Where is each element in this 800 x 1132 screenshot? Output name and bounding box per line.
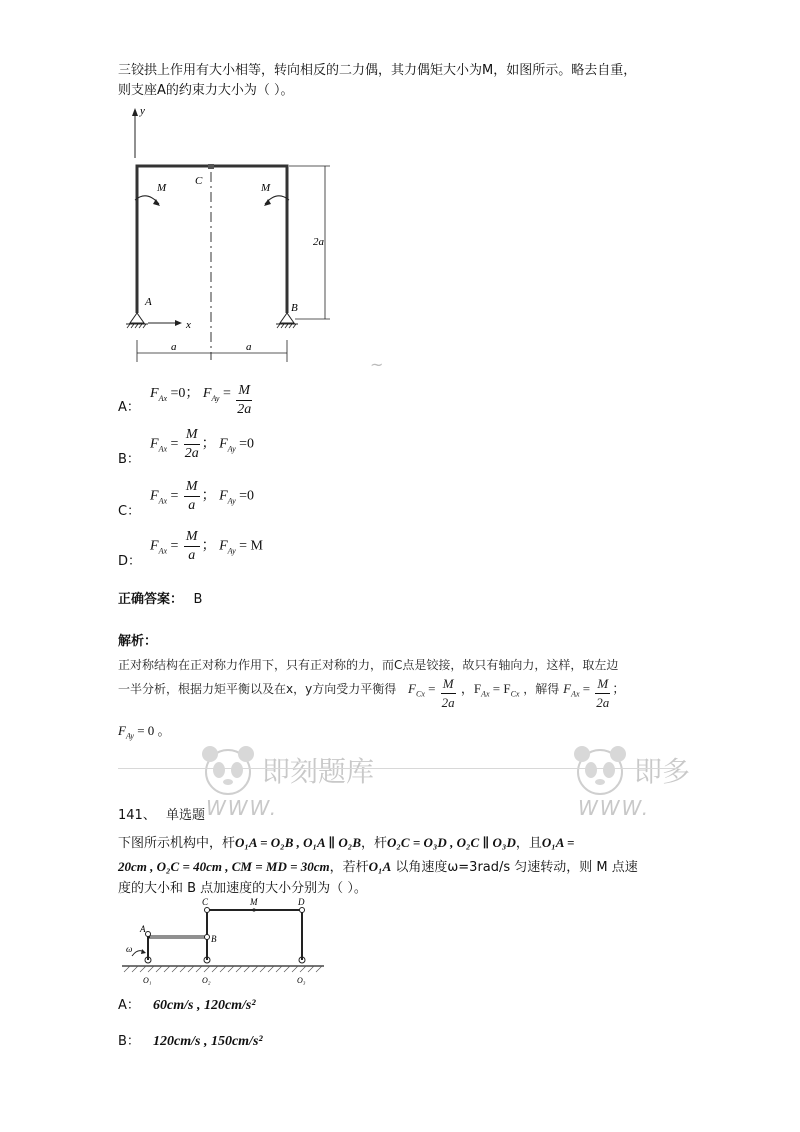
y-axis-label: y bbox=[140, 105, 145, 117]
watermark-url: WWW. bbox=[206, 796, 279, 820]
mech-label-b: B bbox=[211, 934, 217, 944]
label-b: B bbox=[291, 302, 298, 314]
mech-label-m: M bbox=[250, 897, 258, 907]
option-b-label: B： bbox=[118, 452, 140, 467]
analysis-line3: $F_{Ay} = 0$ 。 bbox=[118, 723, 171, 741]
q2-option-b-label: B： bbox=[118, 1034, 140, 1049]
q2-type: 单选题 bbox=[165, 808, 205, 823]
height-label: 2a bbox=[313, 236, 324, 248]
option-c-label: C： bbox=[118, 504, 141, 519]
answer-line bbox=[118, 588, 202, 607]
analysis-title: 解析： bbox=[118, 634, 158, 649]
option-b-formula: $F_{Ax}$ = $\frac{M}{2a}$ ； $F_{Ay} =0$ bbox=[150, 427, 255, 461]
q2-number: 141、 bbox=[118, 808, 156, 823]
watermark-text: 即刻题库 bbox=[262, 755, 375, 788]
width-label-left: a bbox=[171, 341, 177, 353]
option-d-formula: $F_{Ax}$ = $\frac{M}{a}$ ； $F_{Ay} = M$ bbox=[150, 529, 263, 563]
question-divider bbox=[118, 768, 678, 769]
width-label-right: a bbox=[246, 341, 252, 353]
x-axis-label: x bbox=[186, 319, 191, 331]
option-a-formula: $F_{Ax} =0$； $F_{Ay}$ = $\frac{M}{2a}$ bbox=[150, 383, 252, 417]
q2-option-b[interactable] bbox=[118, 1030, 263, 1050]
support-b bbox=[280, 313, 294, 323]
label-m-left: M bbox=[157, 182, 167, 194]
mech-label-o2: O₂ bbox=[202, 976, 211, 985]
mech-label-omega: ω bbox=[126, 944, 133, 954]
option-c-formula: $F_{Ax}$ = $\frac{M}{a}$ ； $F_{Ay} =0$ bbox=[150, 479, 255, 513]
watermark-left bbox=[198, 742, 375, 820]
watermark-text-right: 即多 bbox=[634, 755, 691, 788]
mech-label-a: A bbox=[140, 924, 146, 934]
hinge-c bbox=[208, 164, 214, 169]
analysis-line2: 一半分析，根据力矩平衡以及在x，y方向受力平衡得 $F_{Cx}$ = $\frac{M}{2a}$ ，$F_{Ax} = F_{Cx}$ ，解得 $F_{Ax}$ = $\frac{M}{2a}$ ； bbox=[118, 676, 626, 710]
q1-stem-line2: 则支座A的约束力大小为（ ）。 bbox=[118, 83, 294, 98]
analysis-line1: 正对称结构在正对称力作用下，只有正对称的力，而C点是铰接，故只有轴向力，这样，取左边 bbox=[118, 658, 619, 672]
q1-stem-line1: 三铰拱上作用有大小相等，转向相反的二力偶，其力偶矩大小为M，如图所示。略去自重， bbox=[118, 63, 637, 78]
mech-label-o1: O₁ bbox=[143, 976, 152, 985]
q2-option-a-label: A： bbox=[118, 998, 140, 1013]
q2-stem-line2: 20cm , O₂C = 40cm , CM = MD = 30cm，若杆O₁A 以角速度ω=3rad/s 匀速转动，则 M 点速 bbox=[118, 859, 638, 875]
mech-label-c: C bbox=[202, 897, 209, 907]
label-a: A bbox=[145, 296, 152, 308]
q2-option-a[interactable] bbox=[118, 994, 256, 1014]
watermark-url-right: WWW. bbox=[578, 796, 651, 820]
q2-stem-line3: 度的大小和 B 点加速度的大小分别为（ ）。 bbox=[118, 881, 367, 896]
panda-icon bbox=[570, 742, 630, 798]
label-c: C bbox=[195, 175, 203, 187]
support-a bbox=[130, 313, 144, 323]
q2-option-a-value: 60cm/s , 120cm/s² bbox=[153, 998, 256, 1013]
mech-label-d: D bbox=[298, 897, 305, 907]
answer-value: B bbox=[193, 592, 203, 607]
q2-stem-line1: 下图所示机构中，杆O₁A = O₂B , O₁A ∥ O₂B，杆O₂C = O₃D , O₂C ∥ O₃D，且O₁A = bbox=[118, 835, 575, 851]
option-d-label: D： bbox=[118, 554, 142, 569]
mech-label-o3: O₃ bbox=[297, 976, 306, 985]
watermark-right bbox=[570, 742, 691, 820]
q1-arch-figure bbox=[115, 100, 355, 365]
option-a-label: A： bbox=[118, 400, 140, 415]
stray-mark: ~ bbox=[370, 355, 384, 374]
q2-option-b-value: 120cm/s , 150cm/s² bbox=[153, 1034, 263, 1049]
panda-icon bbox=[198, 742, 258, 798]
q2-mechanism-figure bbox=[118, 894, 328, 986]
answer-label: 正确答案： bbox=[118, 592, 184, 607]
label-m-right: M bbox=[261, 182, 271, 194]
q2-header bbox=[118, 804, 205, 823]
